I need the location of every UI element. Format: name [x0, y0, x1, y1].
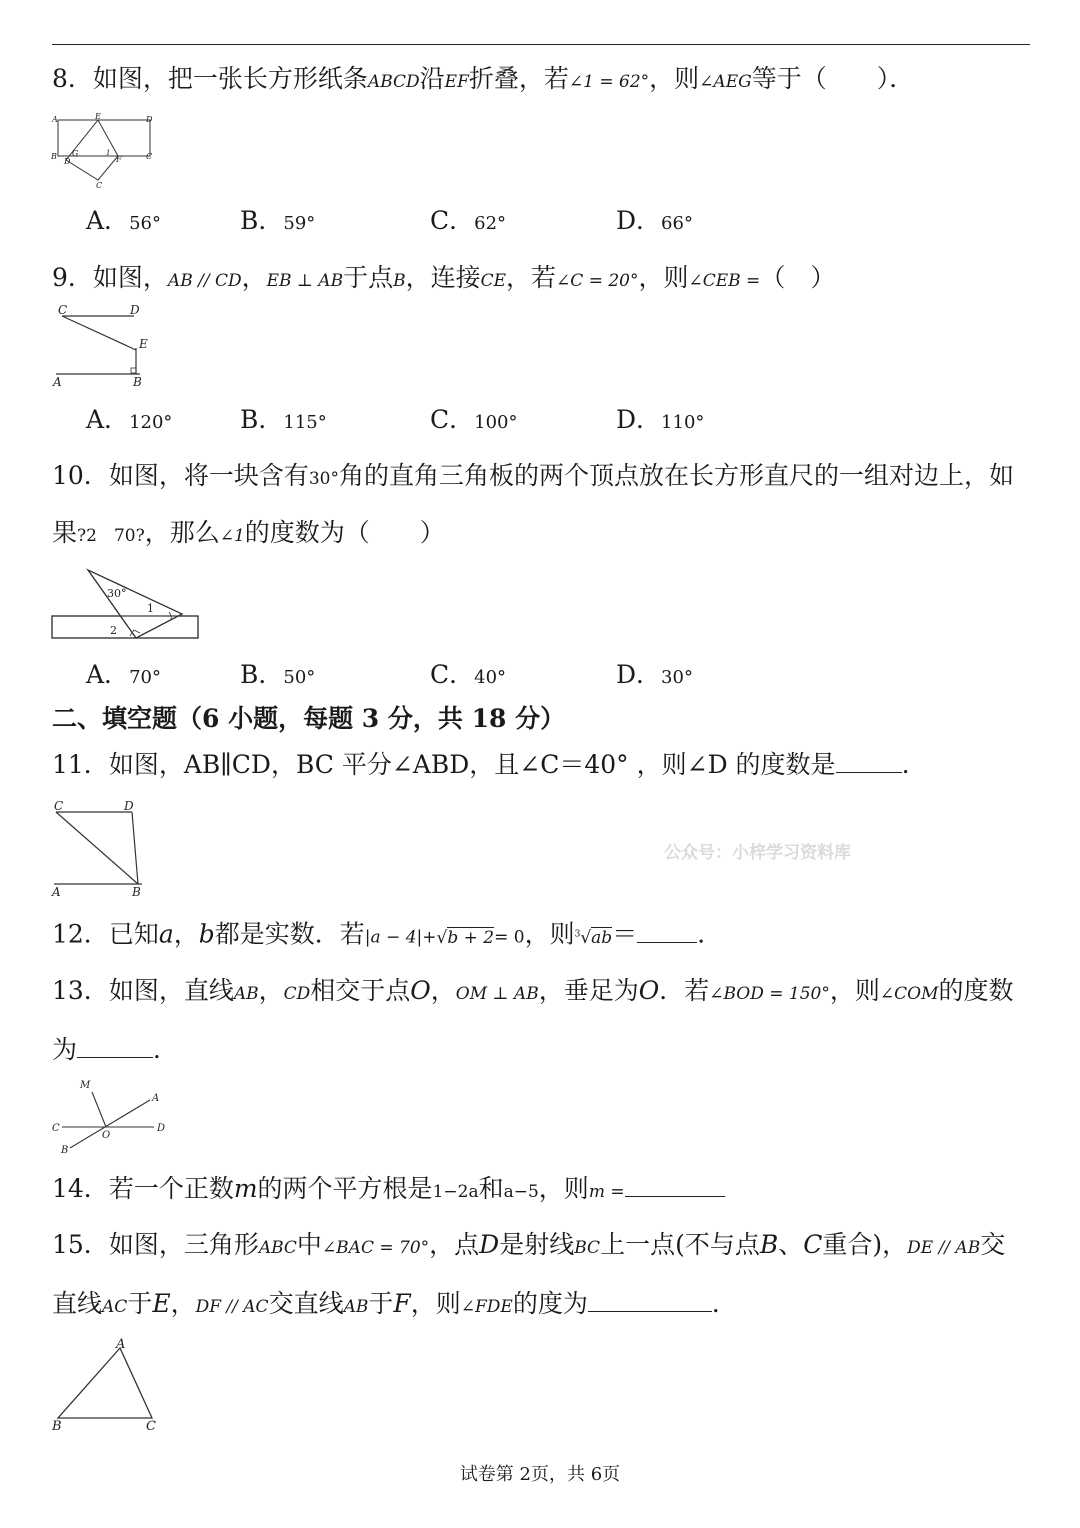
q11-text: .: [901, 750, 910, 779]
q8-number: 8．: [52, 64, 93, 93]
q8-label: B: [51, 152, 57, 161]
option-label: B．: [240, 206, 284, 235]
q11-label: D: [124, 799, 134, 813]
q8-label: E: [95, 112, 101, 121]
q11-label: A: [52, 885, 61, 898]
q9-text: 如图，: [92, 263, 168, 292]
q13-text: ，: [430, 976, 456, 1005]
q9-option-b[interactable]: [240, 404, 327, 439]
q9-math: B: [393, 271, 406, 291]
q15-math: ABC: [258, 1238, 297, 1258]
q11-number: 11．: [52, 750, 109, 779]
q15-figure: [48, 1336, 164, 1436]
q13-text: ．若: [659, 976, 710, 1005]
option-label: D．: [616, 206, 662, 235]
answer-blank[interactable]: [637, 920, 697, 943]
q9-option-c[interactable]: [430, 404, 518, 439]
q10-text: 如图，将一块含有: [108, 461, 309, 490]
q9-option-a[interactable]: [86, 404, 172, 439]
q15-text: 如图，三角形: [108, 1230, 259, 1259]
q10-text: ，那么: [144, 518, 220, 547]
q15-text: 的度为: [512, 1289, 588, 1318]
q10-option-d[interactable]: [616, 659, 693, 694]
question-10: [52, 460, 1014, 495]
q11-label: C: [54, 799, 64, 813]
option-label: C．: [430, 405, 475, 434]
q9-text: （ ）: [760, 263, 836, 292]
q10-text: 的度数为（ ）: [244, 518, 445, 547]
q9-math: ∠C = 20°: [556, 271, 639, 291]
top-rule: [52, 44, 1030, 45]
question-13-line2: [52, 1034, 178, 1066]
q10-math: 30°: [308, 469, 339, 489]
q13-text: 如图，直线: [108, 976, 234, 1005]
q9-label: C: [58, 304, 68, 317]
q15-math: AB: [343, 1297, 369, 1317]
q8-text: 沿: [419, 64, 445, 93]
q14-var: m: [233, 1174, 258, 1203]
q12-math: b + 2: [447, 927, 495, 948]
q8-label: A: [52, 115, 58, 124]
q13-label: M: [80, 1080, 91, 1091]
option-label: A．: [86, 405, 130, 434]
option-label: D．: [616, 660, 662, 689]
answer-blank[interactable]: [836, 750, 902, 773]
q13-math: ∠BOD = 150°: [709, 984, 830, 1004]
question-12: [52, 918, 722, 954]
answer-blank[interactable]: [625, 1174, 725, 1197]
q8-label: 1: [106, 149, 111, 157]
q13-label: D: [157, 1123, 166, 1134]
q15-label: C: [146, 1419, 156, 1434]
q15-text: 中: [296, 1230, 322, 1259]
q15-text: 、: [778, 1230, 804, 1259]
q12-text: ．: [697, 919, 723, 949]
q14-math: 1−2a: [432, 1182, 479, 1202]
q12-var: a: [158, 919, 174, 949]
cbrt-expression: $^3$√ab: [574, 927, 613, 948]
q14-math: a−5: [503, 1182, 539, 1202]
q15-math: DF // AC: [195, 1297, 269, 1317]
option-label: C．: [430, 660, 475, 689]
question-11: [52, 749, 910, 781]
option-value: 50°: [283, 667, 316, 688]
q9-math: AB // CD: [167, 271, 242, 291]
q13-label: O: [102, 1130, 111, 1141]
q15-var: D: [479, 1230, 500, 1259]
q10-label: 2: [110, 624, 117, 637]
q8-label: C: [96, 181, 103, 190]
option-value: 40°: [474, 667, 507, 688]
option-value: 70°: [129, 667, 161, 688]
q10-figure: [50, 564, 202, 644]
q15-var: B: [759, 1230, 779, 1259]
q8-figure: [50, 112, 160, 190]
q12-math: = 0: [494, 927, 525, 948]
q8-text: ，则: [649, 64, 700, 93]
option-value: 120°: [129, 412, 173, 433]
q10-label: 1: [147, 602, 154, 615]
q12-text: ＝: [612, 919, 638, 949]
option-value: 30°: [661, 667, 693, 688]
q9-text: 于点: [343, 263, 394, 292]
q10-math: ?2 70?: [77, 526, 145, 546]
q9-text: ，连接: [405, 263, 481, 292]
q13-number: 13．: [52, 976, 109, 1005]
q10-option-a[interactable]: [86, 659, 161, 694]
option-label: C．: [430, 206, 475, 235]
question-14: [52, 1173, 725, 1208]
q9-label: A: [53, 375, 62, 389]
q8-label: C: [146, 152, 153, 161]
q12-math: +: [422, 927, 437, 948]
option-value: 59°: [283, 213, 316, 234]
q15-label: B: [52, 1419, 62, 1434]
q13-text: ．: [153, 1035, 179, 1064]
option-label: B．: [240, 405, 284, 434]
q15-label: A: [116, 1337, 126, 1352]
q9-label: B: [133, 375, 142, 389]
q9-text: ，: [241, 263, 267, 292]
q12-var: b: [198, 919, 215, 949]
answer-blank[interactable]: [588, 1289, 712, 1312]
q13-math: ∠COM: [879, 984, 939, 1004]
q9-text: ，若: [506, 263, 557, 292]
q8-math: ∠1 = 62°: [568, 72, 650, 92]
q15-text: ，: [170, 1289, 196, 1318]
option-label: A．: [86, 660, 130, 689]
q12-text: 都是实数．若: [214, 919, 365, 949]
q14-math: m =: [588, 1182, 625, 1202]
q10-text: 角的直角三角板的两个顶点放在长方形直尺的一组对边上，如: [338, 461, 1014, 490]
question-15-line2: [52, 1288, 737, 1323]
watermark: 公众号：小梓学习资料库: [664, 843, 851, 863]
question-9: [52, 262, 835, 297]
q9-option-d[interactable]: [616, 404, 704, 439]
q14-text: ，则: [538, 1174, 589, 1203]
question-8: [52, 63, 914, 98]
q15-var: F: [393, 1289, 411, 1318]
q8-label: D: [146, 115, 153, 124]
q8-option-c[interactable]: [430, 205, 506, 240]
q10-number: 10．: [52, 461, 109, 490]
q9-label: E: [139, 337, 148, 351]
q8-text: 如图，把一张长方形纸条: [92, 64, 368, 93]
q15-math: ∠BAC = 70°: [321, 1238, 430, 1258]
q10-option-b[interactable]: [240, 659, 315, 694]
page-footer: 试卷第 2页，共 6页: [459, 1464, 621, 1485]
q8-math: ABCD: [367, 72, 420, 92]
section-2-title: 二、填空题（6 小题，每题 3 分，共 18 分）: [52, 704, 566, 733]
q15-text: ，则: [410, 1289, 461, 1318]
option-value: 56°: [129, 213, 161, 234]
option-value: 62°: [474, 213, 507, 234]
q13-var: O: [410, 976, 431, 1005]
q13-math: AB: [233, 984, 259, 1004]
q9-math: CE: [480, 271, 507, 291]
q12-number: 12．: [52, 919, 109, 949]
option-value: 66°: [661, 213, 693, 234]
q15-text: 重合)，: [822, 1230, 908, 1259]
question-10-line2: [52, 517, 445, 552]
q14-text: 若一个正数: [108, 1174, 234, 1203]
q8-text: 等于（ ）．: [751, 64, 915, 93]
q14-number: 14．: [52, 1174, 109, 1203]
question-15: [52, 1229, 1005, 1264]
q9-math: ∠CEB =: [688, 271, 761, 291]
q15-var: E: [152, 1289, 171, 1318]
q12-text: 已知: [108, 919, 159, 949]
q15-text: 于: [127, 1289, 153, 1318]
q10-label: 30°: [107, 587, 127, 600]
q12-math: a − 4: [370, 927, 417, 948]
q9-figure: [50, 304, 160, 390]
q15-math: DE // AB: [907, 1238, 981, 1258]
q11-text: 如图，AB∥CD，BC 平分∠ABD，且∠C＝40° ，则∠D 的度数是: [108, 750, 836, 779]
answer-blank[interactable]: [77, 1035, 153, 1058]
q10-option-c[interactable]: [430, 659, 506, 694]
q13-label: A: [152, 1093, 160, 1104]
q13-label: B: [61, 1145, 69, 1156]
sqrt-expression: √b + 2: [436, 927, 495, 948]
q13-label: C: [52, 1123, 60, 1134]
q12-text: ，则: [524, 919, 575, 949]
option-value: 115°: [283, 412, 327, 433]
q14-text: 和: [478, 1174, 504, 1203]
q15-math: ∠FDE: [460, 1297, 513, 1317]
q8-label: D: [64, 157, 71, 166]
q8-option-b[interactable]: [240, 205, 315, 240]
q15-number: 15．: [52, 1230, 109, 1259]
q13-figure: [50, 1074, 172, 1158]
q15-text: 交直线: [268, 1289, 344, 1318]
q13-text: ，垂足为: [538, 976, 639, 1005]
q8-label: F: [116, 155, 122, 164]
q11-label: B: [132, 885, 141, 898]
q11-figure: [50, 798, 154, 898]
q15-text: ．: [711, 1289, 737, 1318]
q10-math: ∠1: [219, 526, 245, 546]
option-label: D．: [616, 405, 662, 434]
q14-text: 的两个平方根是: [257, 1174, 433, 1203]
q12-math: ab: [591, 927, 613, 948]
q12-text: ，: [173, 919, 199, 949]
q15-text: 于: [368, 1289, 394, 1318]
q8-option-d[interactable]: [616, 205, 693, 240]
q13-text: ，则: [829, 976, 880, 1005]
q13-math: OM ⊥ AB: [455, 984, 539, 1004]
q15-math: BC: [574, 1238, 601, 1258]
q13-text: 相交于点: [310, 976, 411, 1005]
q8-option-a[interactable]: [86, 205, 161, 240]
q9-math: EB ⊥ AB: [266, 271, 344, 291]
q15-text: 直线: [52, 1289, 103, 1318]
option-label: B．: [240, 660, 284, 689]
q8-text: 折叠，若: [468, 64, 569, 93]
q9-label: D: [130, 304, 140, 317]
option-value: 110°: [661, 412, 705, 433]
abs-expression: |a − 4|: [364, 927, 423, 948]
q15-text: 是射线: [499, 1230, 575, 1259]
question-13: [52, 975, 1014, 1010]
q13-text: ，: [258, 976, 284, 1005]
q13-var: O: [638, 976, 660, 1005]
option-label: A．: [86, 206, 130, 235]
q8-label: G: [72, 149, 79, 158]
q15-text: 上一点(不与点: [600, 1230, 760, 1259]
q8-math: ∠AEG: [699, 72, 752, 92]
q15-var: C: [803, 1230, 823, 1259]
q13-text: 为: [52, 1035, 78, 1064]
option-value: 100°: [474, 412, 518, 433]
q9-number: 9．: [52, 263, 93, 292]
q8-math: EF: [444, 72, 469, 92]
q13-math: CD: [283, 984, 311, 1004]
q15-text: 交: [980, 1230, 1006, 1259]
q15-text: ，点: [429, 1230, 480, 1259]
q15-math: AC: [102, 1297, 128, 1317]
q10-text: 果: [52, 518, 78, 547]
q13-text: 的度数: [938, 976, 1014, 1005]
q9-text: ，则: [638, 263, 689, 292]
